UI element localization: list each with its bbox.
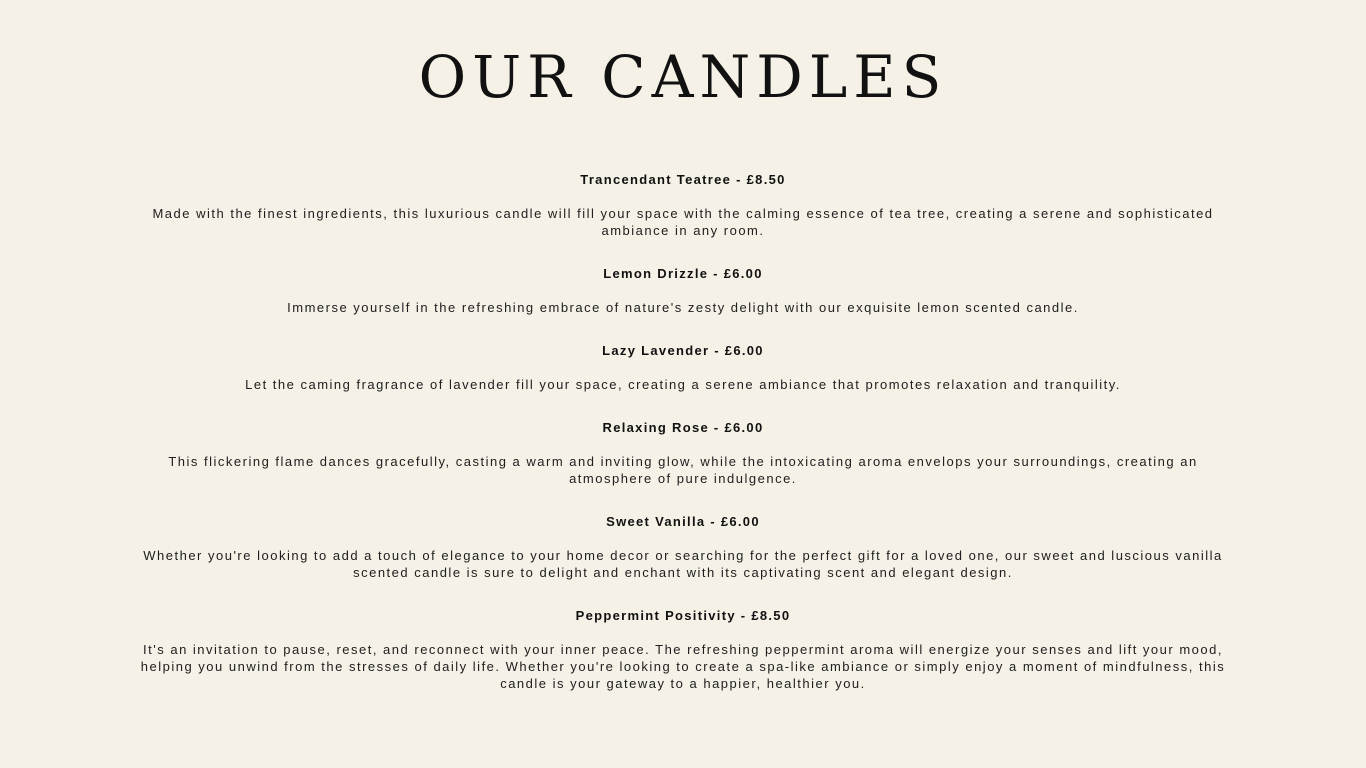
product-description-relaxing-rose: This flickering flame dances gracefully, casting a warm and inviting glow, while the intoxicating aroma envelops your surroundings, creating an atmosphere of pure indulgence. <box>168 454 1198 486</box>
product-item-relaxing-rose <box>133 419 1233 487</box>
page-title: OUR CANDLES <box>418 43 948 111</box>
candle-list <box>133 171 1233 692</box>
product-name-peppermint-positivity: Peppermint Positivity - £8.50 <box>575 608 791 623</box>
product-description-teatree: Made with the finest ingredients, this luxurious candle will fill your space with the calming essence of tea tree, creating a serene and sophisticated ambiance in any room. <box>152 206 1214 238</box>
product-name-sweet-vanilla: Sweet Vanilla - £6.00 <box>606 514 760 529</box>
product-item-sweet-vanilla <box>133 513 1233 581</box>
product-name-relaxing-rose: Relaxing Rose - £6.00 <box>602 420 764 435</box>
product-description-lazy-lavender: Let the caming fragrance of lavender fill your space, creating a serene ambiance that promotes relaxation and tranquility. <box>245 377 1121 392</box>
product-name-lemon-drizzle: Lemon Drizzle - £6.00 <box>603 266 763 281</box>
product-item-lemon-drizzle <box>133 265 1233 316</box>
product-name-teatree: Trancendant Teatree - £8.50 <box>580 172 786 187</box>
product-item-teatree <box>133 171 1233 239</box>
product-item-lazy-lavender <box>133 342 1233 393</box>
product-name-lazy-lavender: Lazy Lavender - £6.00 <box>602 343 764 358</box>
product-item-peppermint-positivity <box>133 607 1233 692</box>
product-description-sweet-vanilla: Whether you're looking to add a touch of elegance to your home decor or searching for the perfect gift for a loved one, our sweet and luscious vanilla scented candle is sure to delight and enchant with its captivating scent and elegant design. <box>143 548 1223 580</box>
product-description-peppermint-positivity: It's an invitation to pause, reset, and reconnect with your inner peace. The refreshing peppermint aroma will energize your senses and lift your mood, helping you unwind from the stresses of daily life. Whether you're looking to create a spa-like ambiance or simply enjoy a moment of mindfulness, this candle is your gateway to a happier, healthier you. <box>140 642 1226 691</box>
product-description-lemon-drizzle: Immerse yourself in the refreshing embrace of nature's zesty delight with our exquisite lemon scented candle. <box>287 300 1079 315</box>
